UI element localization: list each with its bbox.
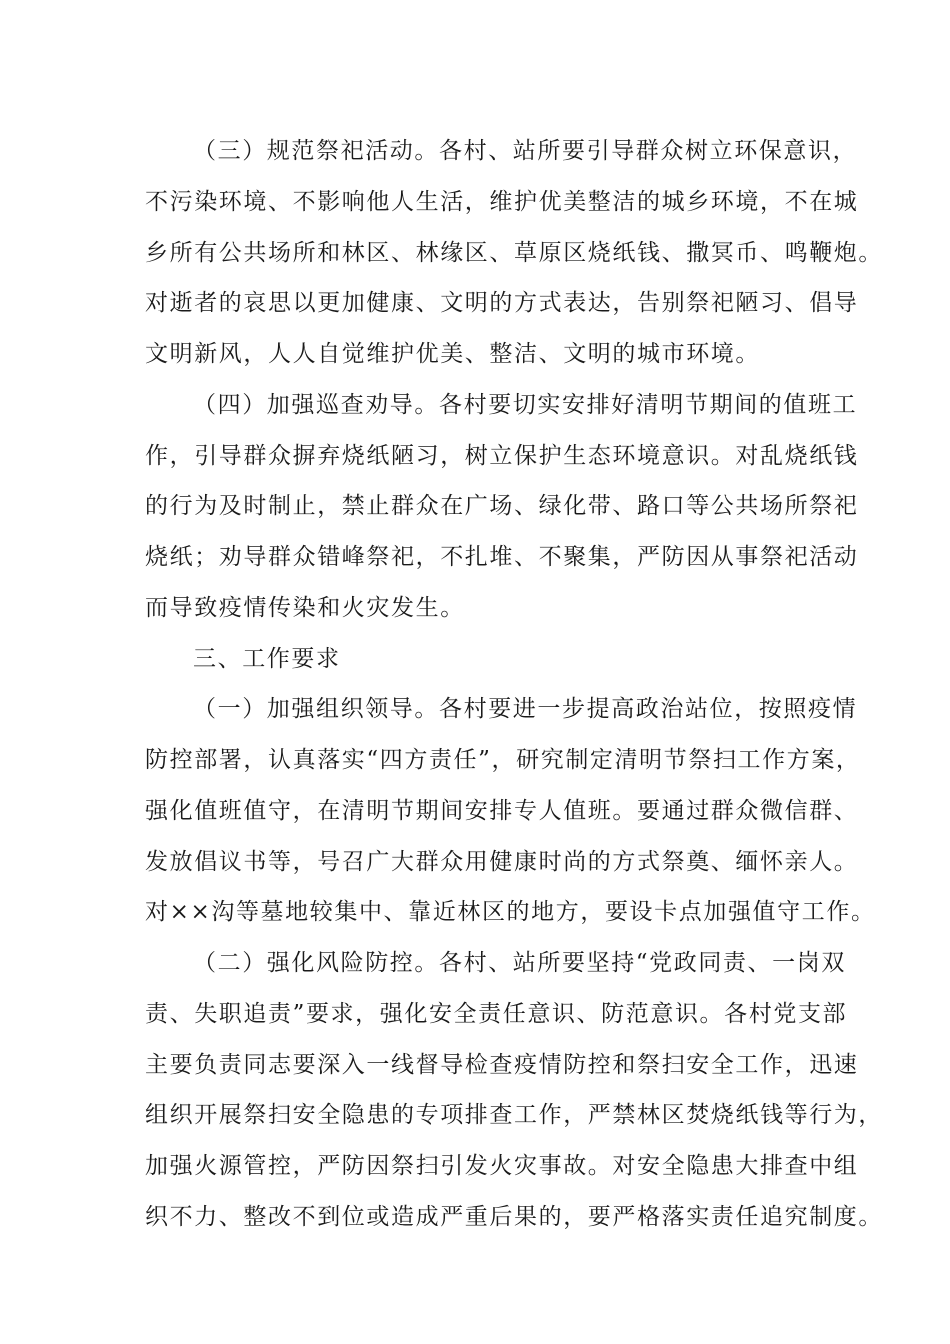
paragraph-line: 强化值班值守，在清明节期间安排专人值班。要通过群众微信群、 <box>145 798 859 824</box>
paragraph-line: 对逝者的哀思以更加健康、文明的方式表达，告别祭祀陋习、倡导 <box>145 290 859 316</box>
paragraph-line: 发放倡议书等，号召广大群众用健康时尚的方式祭奠、缅怀亲人。 <box>145 849 859 875</box>
paragraph-line: 织不力、整改不到位或造成严重后果的，要严格落实责任追究制度。 <box>145 1204 883 1230</box>
paragraph-line: 文明新风，人人自觉维护优美、整洁、文明的城市环境。 <box>145 341 760 367</box>
paragraph-line: 责、失职追责”要求，强化安全责任意识、防范意识。各村党支部 <box>145 1001 848 1027</box>
paragraph-line: 而导致疫情传染和火灾发生。 <box>145 595 465 621</box>
paragraph-line: 不污染环境、不影响他人生活，维护优美整洁的城乡环境，不在城 <box>145 189 859 215</box>
paragraph-line: 加强火源管控，严防因祭扫引发火灾事故。对安全隐患大排查中组 <box>145 1153 859 1179</box>
paragraph-line: 烧纸；劝导群众错峰祭祀，不扎堆、不聚集，严防因从事祭祀活动 <box>145 544 859 570</box>
section-heading: 三、工作要求 <box>193 646 341 672</box>
paragraph-line: （四）加强巡查劝导。各村要切实安排好清明节期间的值班工 <box>193 392 858 418</box>
paragraph-line: 组织开展祭扫安全隐患的专项排查工作，严禁林区焚烧纸钱等行为， <box>145 1102 883 1128</box>
paragraph-line: 作，引导群众摒弃烧纸陋习，树立保护生态环境意识。对乱烧纸钱 <box>145 443 859 469</box>
paragraph-line: 乡所有公共场所和林区、林缘区、草原区烧纸钱、撒冥币、鸣鞭炮。 <box>145 240 883 266</box>
paragraph-line: （三）规范祭祀活动。各村、站所要引导群众树立环保意识， <box>193 138 858 164</box>
paragraph-line: 防控部署，认真落实“四方责任”，研究制定清明节祭扫工作方案， <box>145 747 861 773</box>
paragraph-line: 对××沟等墓地较集中、靠近林区的地方，要设卡点加强值守工作。 <box>145 899 876 925</box>
paragraph-line: （一）加强组织领导。各村要进一步提高政治站位，按照疫情 <box>193 696 858 722</box>
paragraph-line: （二）强化风险防控。各村、站所要坚持“党政同责、一岗双 <box>193 950 846 976</box>
paragraph-line: 主要负责同志要深入一线督导检查疫情防控和祭扫安全工作，迅速 <box>145 1052 859 1078</box>
paragraph-line: 的行为及时制止，禁止群众在广场、绿化带、路口等公共场所祭祀 <box>145 493 859 519</box>
